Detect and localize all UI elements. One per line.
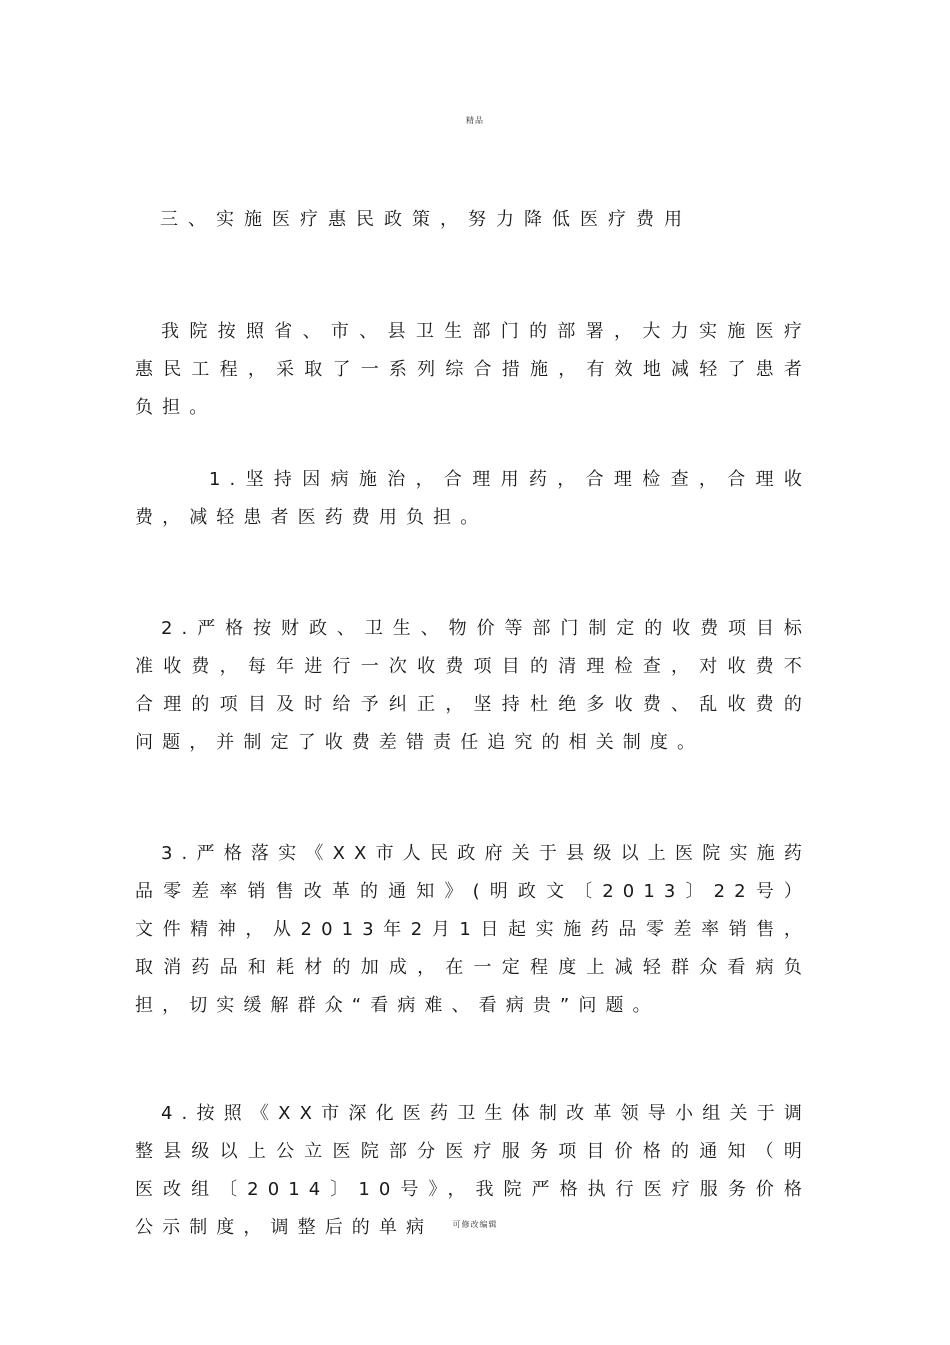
section-heading: 三、实施医疗惠民政策，努力降低医疗费用 (160, 209, 692, 230)
list-item-1: 1.坚持因病施治，合理用药，合理检查，合理收费，减轻患者医药费用负担。 (135, 469, 811, 528)
footer-watermark: 可修改编辑 (452, 1220, 498, 1229)
list-item-2: 2.严格按财政、卫生、物价等部门制定的收费项目标准收费，每年进行一次收费项目的清理检查，对收费不合理的项目及时给予纠正，坚持杜绝多收费、乱收费的问题，并制定了收费差错责任追究的相关制度。 (135, 618, 811, 753)
intro-paragraph: 我院按照省、市、县卫生部门的部署，大力实施医疗惠民工程，采取了一系列综合措施，有效地减轻了患者负担。 (135, 321, 811, 418)
list-item-4: 4.按照《XX市深化医药卫生体制改革领导小组关于调整县级以上公立医院部分医疗服务项目价格的通知（明医改组〔2014〕10号》，我院严格执行医疗服务价格公示制度，调整后的单病 (135, 1103, 811, 1238)
list-item-3: 3.严格落实《XX市人民政府关于县级以上医院实施药品零差率销售改革的通知》(明政文〔2013〕22号）文件精神，从2013年2月1日起实施药品零差率销售，取消药品和耗材的加成，在一定程度上减轻群众看病负担，切实缓解群众“看病难、看病贵”问题。 (135, 843, 811, 1016)
header-watermark: 精品 (466, 116, 484, 125)
